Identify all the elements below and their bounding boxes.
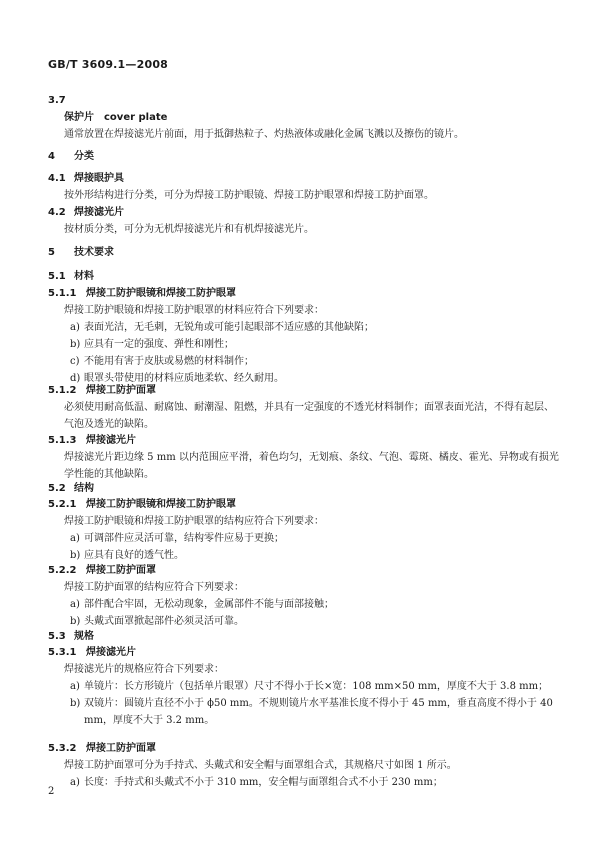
clause-number: 5.3: [48, 631, 66, 642]
paragraph: 按外形结构进行分类，可分为焊接工防护眼镜、焊接工防护眼罩和焊接工防护面罩。: [64, 190, 434, 201]
list-item: a) 长度：手持式和头戴式不小于 310 mm，安全帽与面罩组合式不小于 230 mm；: [70, 777, 443, 788]
clause-number: 4.1: [48, 173, 66, 184]
paragraph: 焊接工防护眼镜和焊接工防护眼罩的结构应符合下列要求：: [64, 516, 324, 527]
section-title: 结构: [74, 483, 94, 494]
section-title: 技术要求: [74, 247, 114, 258]
section-5: [48, 244, 560, 261]
paragraph: 焊接工防护眼镜和焊接工防护眼罩的材料应符合下列要求：: [64, 305, 324, 316]
section-4: [48, 148, 560, 165]
section-4-1: [48, 170, 560, 204]
paragraph: 按材质分类，可分为无机焊接滤光片和有机焊接滤光片。: [64, 224, 314, 235]
list-item: c) 不能用有害于皮肤或易燃的材料制作；: [70, 356, 254, 367]
section-title: 焊接工防护面罩: [86, 743, 156, 754]
clause-number: 5.3.2: [48, 743, 77, 754]
section-title: 焊接工防护眼镜和焊接工防护眼罩: [86, 499, 236, 510]
term-title: 保护片 cover plate: [64, 112, 168, 123]
list-item: b) 应具有良好的透气性。: [70, 550, 184, 561]
section-5-1-3: [48, 432, 560, 483]
document-header: GB/T 3609.1—2008: [48, 58, 169, 71]
section-title: 焊接滤光片: [86, 435, 136, 446]
clause-number: 5.2.1: [48, 499, 77, 510]
section-5-3-1: [48, 644, 560, 729]
section-title: 焊接工防护面罩: [86, 565, 156, 576]
clause-number: 5.2: [48, 483, 66, 494]
section-title: 焊接滤光片: [74, 207, 124, 218]
clause-number: 3.7: [48, 95, 66, 106]
section-title: 焊接工防护面罩: [86, 385, 156, 396]
clause-number: 5: [48, 247, 55, 258]
section-title: 规格: [74, 631, 94, 642]
clause-number: 4: [48, 151, 55, 162]
clause-number: 5.1: [48, 271, 66, 282]
paragraph: 焊接工防护面罩可分为手持式、头戴式和安全帽与面罩组合式，其规格尺寸如图 1 所示。: [64, 760, 457, 771]
section-5-1: [48, 268, 560, 285]
section-5-3-2: [48, 740, 560, 791]
list-item: a) 表面光洁，无毛刺，无锐角或可能引起眼部不适应感的其他缺陷；: [70, 322, 374, 333]
paragraph: 焊接滤光片的规格应符合下列要求：: [64, 664, 224, 675]
section-5-2-2: [48, 562, 560, 630]
section-title: 材料: [74, 271, 94, 282]
section-5-1-2: [48, 382, 560, 433]
paragraph: 必须使用耐高低温、耐腐蚀、耐潮湿、阻燃，并具有一定强度的不透光材料制作；面罩表面光洁，不得有起层、气泡及透光的缺陷。: [64, 402, 554, 430]
list-item: a) 可调部件应灵活可靠，结构零件应易于更换；: [70, 533, 284, 544]
clause-number: 5.1.2: [48, 385, 77, 396]
clause-number: 5.1.3: [48, 435, 77, 446]
section-title: 焊接工防护眼镜和焊接工防护眼罩: [86, 288, 236, 299]
section-title: 焊接眼护具: [74, 173, 124, 184]
list-item: a) 部件配合牢固，无松动现象，金属部件不能与面部接触；: [70, 599, 334, 610]
clause-number: 5.2.2: [48, 565, 77, 576]
section-5-3: [48, 628, 560, 645]
clause-number: 5.3.1: [48, 647, 77, 658]
list-item: b) 头戴式面罩掀起部件必须灵活可靠。: [70, 616, 244, 627]
section-3-7: [48, 92, 560, 143]
list-item: a) 单镜片：长方形镜片（包括单片眼罩）尺寸不得小于长×宽：108 mm×50 mm，厚度不大于 3.8 mm；: [70, 681, 549, 692]
page-number: 2: [48, 786, 55, 797]
clause-number: 5.1.1: [48, 288, 77, 299]
list-item: b) 双镜片：圆镜片直径不小于 ϕ50 mm。不规则镜片水平基准长度不得小于 45 mm，垂直高度不得小于 40 mm，厚度不大于 3.2 mm。: [70, 698, 553, 726]
section-5-2-1: [48, 496, 560, 564]
section-title: 分类: [74, 151, 94, 162]
clause-number: 4.2: [48, 207, 66, 218]
paragraph: 通常放置在焊接滤光片前面，用于抵御热粒子、灼热液体或融化金属飞溅以及擦伤的镜片。: [64, 129, 464, 140]
section-5-2: [48, 480, 560, 497]
paragraph: 焊接滤光片距边缘 5 mm 以内范围应平滑，着色均匀，无划痕、条纹、气泡、霉斑、橘皮、霍光、异物或有损光学性能的其他缺陷。: [64, 452, 559, 480]
list-item: b) 应具有一定的强度、弹性和刚性；: [70, 339, 234, 350]
section-5-1-1: [48, 285, 560, 387]
section-title: 焊接滤光片: [86, 647, 136, 658]
paragraph: 焊接工防护面罩的结构应符合下列要求：: [64, 582, 244, 593]
list-item: d) 眼罩头带使用的材料应质地柔软、经久耐用。: [70, 373, 284, 384]
section-4-2: [48, 204, 560, 238]
